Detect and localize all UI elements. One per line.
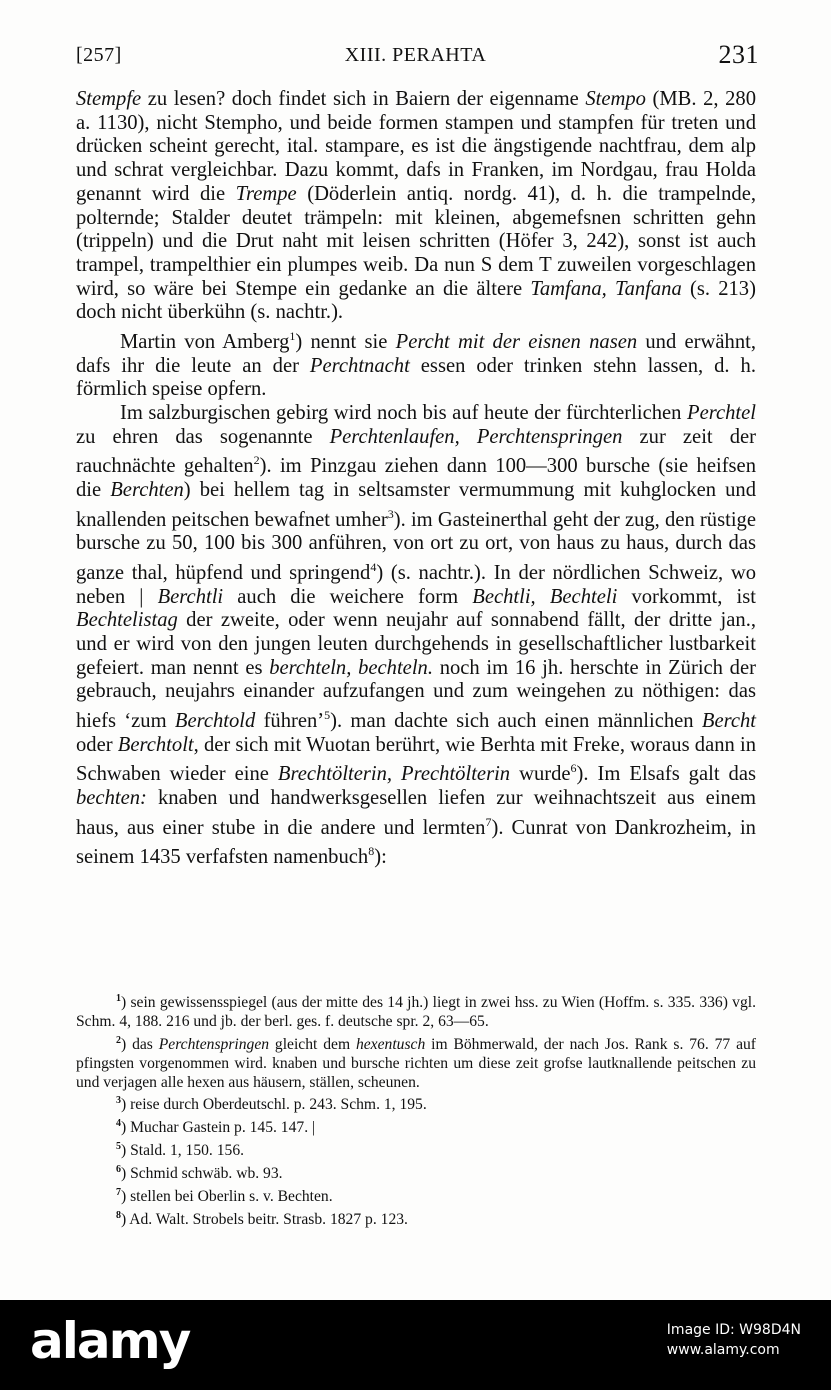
text-run: ) (s. nachtr.). In der nördlichen Schweiz, wo neben |: [76, 561, 756, 608]
page-number: 231: [718, 40, 759, 69]
text-run: ) Stald. 1, 150. 156.: [121, 1142, 245, 1160]
text-run: (MB. 2, 280 a. 1130), nicht Stempho, und beide formen stampen und stampfen für treten und drücken scheint gerecht, ital. stampare, es ist die ängstigende nachtfrau, dem alp und schrat vergleichbar. Dazu kommt, dafs in Franken, im Nordgau, frau Holda genannt wird die: [76, 88, 756, 205]
text-run: noch im 16 jh. herschte in Zürich der gebrauch, neujahrs einander aufzufangen und zum weingehen zu nöthigen: das hiefs ‘zum: [76, 656, 756, 732]
italic-term: Tamfana, Tanfana: [530, 277, 682, 300]
italic-term: Bechtli, Bechteli: [472, 585, 618, 608]
footnote-ref: 5: [116, 1141, 121, 1153]
alamy-logo: [30, 1312, 189, 1370]
footnote-2: [76, 1032, 756, 1093]
text-run: oder: [76, 733, 118, 756]
italic-term: Perchtnacht: [309, 354, 410, 377]
footnote-ref: 4: [116, 1118, 121, 1130]
text-run: ) bei hellem tag in seltsamster vermummung mit kuhglocken und knallenden peitschen bewafnet umher: [76, 478, 756, 531]
footnote-7: [76, 1184, 756, 1207]
footer-info: [667, 1322, 801, 1358]
footnote-ref: 1: [116, 993, 121, 1004]
italic-term: Berchtold: [174, 709, 256, 732]
text-run: zu ehren das sogenannte: [76, 425, 330, 448]
running-header: [72, 40, 759, 74]
logo-text: alamy: [30, 1312, 190, 1370]
text-run: der zweite, oder wenn neujahr auf sonnabend fällt, der dritte jan., und er wird von den jungen leuten durchgehends in gesellschaftlicher lustbarkeit gefeiert. man nennt es: [76, 609, 756, 679]
footnote-ref: 6: [570, 761, 577, 776]
text-run: ). im Pinzgau ziehen dann 100—300 bursche (sie heifsen die: [76, 455, 756, 501]
footnote-ref: 3: [116, 1095, 121, 1107]
footnote-6: [76, 1161, 756, 1184]
chapter-title: XIII. PERAHTA: [344, 44, 487, 66]
text-run: ). man dachte sich auch einen männlichen: [330, 709, 702, 732]
text-run: im Böhmerwald, der nach Jos. Rank s. 76. 77 auf pfingsten vorgenommen wird. knaben und bursche richten um diese zeit grofse lautknallende peitschen zu und verjagen alle hexen aus häusern, ställen, scheunen.: [76, 1035, 756, 1091]
italic-term: Stempfe: [76, 88, 142, 110]
text-run: wurde: [510, 763, 571, 786]
text-run: zu lesen? doch findet sich in Baiern der eigenname: [141, 88, 586, 110]
text-run: ) reise durch Oberdeutschl. p. 243. Schm. 1, 195.: [121, 1096, 427, 1114]
footnote-1: [76, 990, 756, 1032]
text-run: führen’: [255, 709, 325, 732]
text-run: essen oder trinken stehn lassen, d. h. förmlich speise opfern.: [76, 354, 756, 401]
header-bracket-number: [257]: [76, 44, 122, 66]
italic-term: Perchtenlaufen, Perchtenspringen: [329, 425, 623, 448]
footnote-ref: 4: [370, 559, 377, 574]
footnote-8: [76, 1207, 756, 1230]
footnote-ref: 7: [116, 1187, 121, 1199]
italic-term: Berchtolt: [117, 733, 194, 756]
paragraph-3: [76, 402, 756, 870]
italic-term: Trempe: [235, 182, 297, 205]
footnote-ref: 6: [116, 1164, 121, 1176]
footnote-3: [76, 1092, 756, 1115]
text-run: Im salzburgischen gebirg wird noch bis auf heute der fürchterlichen: [120, 402, 687, 424]
text-run: (Döderlein antiq. nordg. 41), d. h. die trampelnde, polternde; Stalder deutet trämpeln: mit kleinen, abgemefsnen schritten gehn (trippeln) und die Drut naht mit leisen schritten (Höfer 3, 242), sonst ist auch trampel, trampelthier ein plumpes weib. Da nun S dem T zuweilen vorgeschlagen wird, so wäre bei Stempe ein gedanke an die ältere: [76, 182, 756, 300]
footnotes: [76, 990, 756, 1230]
text-run: ). im Gasteinerthal geht der zug, den rüstige bursche zu 50, 100 bis 300 anführen, von ort zu ort, von haus zu haus, durch das ganze thal, hüpfend und springend: [76, 508, 756, 584]
footnote-ref: 8: [116, 1210, 121, 1222]
footnote-ref: 2: [116, 1034, 121, 1046]
text-run: Martin von Amberg: [120, 330, 290, 353]
footnote-4: [76, 1115, 756, 1138]
italic-term: Bercht: [701, 709, 756, 732]
text-run: , der sich mit Wuotan berührt, wie Berhta mit Freke, woraus dann in Schwaben wieder eine: [76, 733, 756, 786]
text-run: ) Muchar Gastein p. 145. 147. |: [121, 1119, 316, 1137]
footnote-ref: 8: [368, 844, 375, 859]
text-run: ) Ad. Walt. Strobels beitr. Strasb. 1827 p. 123.: [121, 1211, 408, 1229]
image-id: Image ID: W98D4N: [666, 1322, 801, 1338]
italic-term: Bechtelistag: [76, 609, 178, 632]
footnote-ref: 1: [289, 329, 296, 344]
text-run: auch die weichere form: [223, 585, 473, 608]
italic-term: Perchtel: [687, 402, 756, 424]
text-run: ) das: [121, 1035, 159, 1053]
text-run: ). Cunrat von Dankrozheim, in seinem 1435 verfafsten namenbuch: [76, 816, 756, 868]
text-run: ):: [374, 845, 387, 868]
text-run: ) sein gewissensspiegel (aus der mitte des 14 jh.) liegt in zwei hss. zu Wien (Hoffm. s. 335. 336) vgl. Schm. 4, 188. 216 und jb. der berl. ges. f. deutsche spr. 2, 63—65.: [76, 994, 756, 1030]
text-run: ) stellen bei Oberlin s. v. Bechten.: [121, 1188, 333, 1206]
text-run: knaben und handwerksgesellen liefen zur weihnachtszeit aus einem haus, aus einer stube in die andere und lermten: [76, 786, 756, 839]
text-run: zur zeit der rauchnächte gehalten: [76, 425, 757, 478]
footnote-5: [76, 1138, 756, 1161]
paragraph-1: [76, 88, 756, 325]
italic-term: berchteln, bechteln.: [269, 656, 433, 679]
site-url: www.alamy.com: [666, 1342, 780, 1358]
italic-term: hexentusch: [355, 1035, 426, 1053]
main-text: [76, 88, 756, 870]
footnote-ref: 5: [324, 708, 331, 723]
italic-term: Berchtli: [157, 585, 224, 608]
footnote-ref: 2: [253, 453, 260, 468]
italic-term: Brechtölterin, Prechtölterin: [277, 763, 511, 786]
text-run: ) nennt sie: [295, 330, 396, 353]
footnote-ref: 7: [485, 814, 492, 829]
italic-term: Perchtenspringen: [158, 1035, 270, 1053]
italic-term: bechten:: [76, 786, 147, 809]
text-run: gleicht dem: [269, 1035, 356, 1053]
footnote-ref: 3: [387, 506, 394, 521]
text-run: ). Im Elsafs galt das: [576, 763, 756, 786]
text-run: und erwähnt, dafs ihr die leute an der: [76, 330, 756, 377]
text-run: (s. 213) doch nicht überkühn (s. nachtr.).: [76, 277, 756, 324]
watermark-footer: [0, 1300, 831, 1390]
text-run: ) Schmid schwäb. wb. 93.: [121, 1165, 283, 1183]
text-run: vorkommt, ist: [617, 585, 756, 608]
italic-term: Percht mit der eisnen nasen: [395, 330, 638, 353]
italic-term: Berchten: [110, 478, 184, 501]
paragraph-2: [76, 325, 756, 402]
italic-term: Stempo: [585, 88, 646, 110]
